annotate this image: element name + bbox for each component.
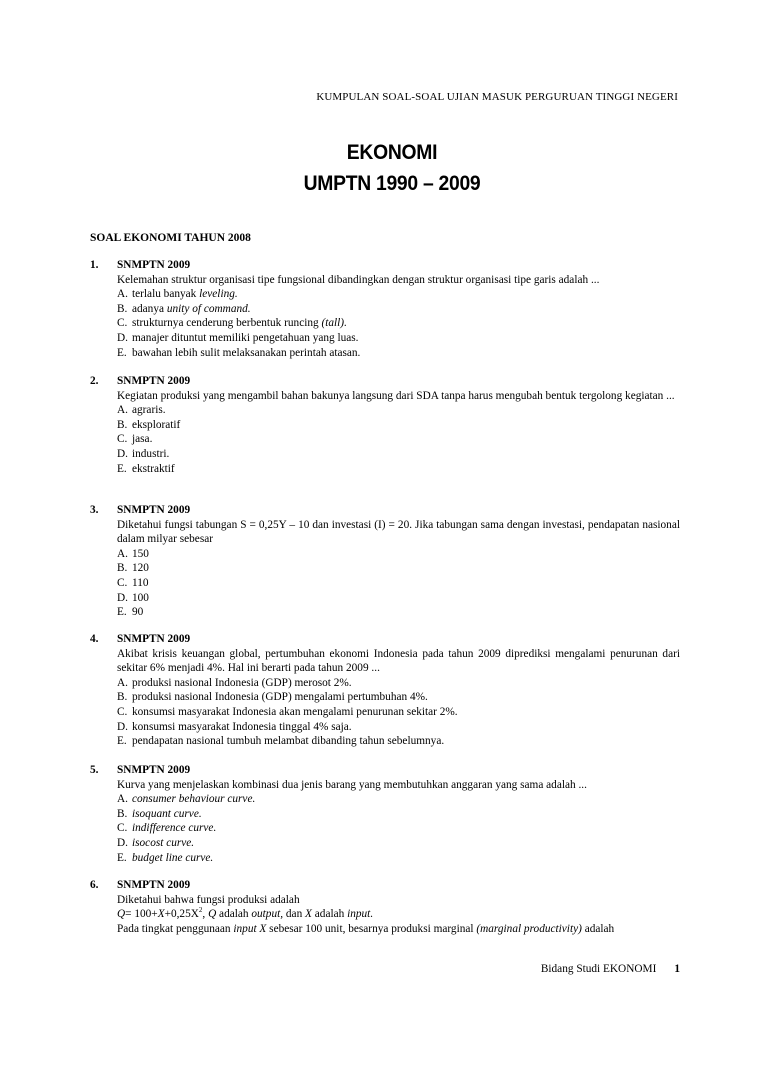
question-text: Kurva yang menjelaskan kombinasi dua jenis barang yang membutuhkan anggaran yang sama adalah ...: [117, 778, 587, 791]
option-a: A. 150: [117, 547, 149, 560]
question-text: Kelemahan struktur organisasi tipe fungsional dibandingkan dengan struktur organisasi tipe garis adalah ...: [117, 273, 600, 286]
option-c: C. jasa.: [117, 433, 153, 446]
question-5: [90, 763, 680, 865]
question-number: 1.: [90, 259, 99, 271]
question-number: 6.: [90, 879, 99, 891]
option-b: B. produksi nasional Indonesia (GDP) mengalami pertumbuhan 4%.: [117, 691, 428, 704]
option-b: B. eksploratif: [117, 418, 181, 431]
question-text: Akibat krisis keuangan global, pertumbuhan ekonomi Indonesia pada tahun 2009 diprediksi mengalami penurunan dari sekitar 6% menjadi 4%. Hal ini berarti pada tahun 2009 ...: [117, 647, 680, 675]
option-a: A. produksi nasional Indonesia (GDP) merosot 2%.: [117, 676, 352, 689]
question-source: SNMPTN 2009: [117, 504, 191, 516]
footer-label: Bidang Studi EKONOMI: [540, 963, 657, 975]
question-text-continued: Pada tingkat penggunaan input X sebesar 100 unit, besarnya produksi marginal (marginal productivity) adalah: [117, 922, 615, 935]
option-d: D. manajer dituntut memiliki pengetahuan yang luas.: [117, 331, 359, 344]
question-text: Kegiatan produksi yang mengambil bahan bakunya langsung dari SDA tanpa harus mengubah bentuk tergolong kegiatan ...: [117, 389, 675, 402]
question-source: SNMPTN 2009: [117, 375, 191, 387]
question-text: Diketahui fungsi tabungan S = 0,25Y – 10 dan investasi (I) = 20. Jika tabungan sama dengan investasi, pendapatan nasional dalam milyar sebesar: [117, 518, 680, 546]
option-d: D. 100: [117, 591, 149, 604]
production-function: $Q= 100+X+0,25X^2$, Q adalah output, dan X adalah input.: [117, 906, 374, 921]
page-title: EKONOMI: [346, 141, 438, 164]
question-1: [90, 258, 680, 360]
option-d: D. konsumsi masyarakat Indonesia tinggal 4% saja.: [117, 720, 352, 733]
option-e: E. pendapatan nasional tumbuh melambat dibanding tahun sebelumnya.: [117, 735, 445, 748]
page-footer: [541, 963, 680, 975]
question-2: [90, 374, 680, 476]
question-4: [90, 632, 680, 749]
question-3: [90, 503, 680, 620]
option-e: E. 90: [117, 606, 144, 619]
section-heading: SOAL EKONOMI TAHUN 2008: [90, 232, 251, 244]
question-text: Diketahui bahwa fungsi produksi adalah: [117, 893, 300, 906]
question-number: 2.: [90, 375, 99, 387]
option-d: D. industri.: [117, 447, 170, 460]
option-e: E. bawahan lebih sulit melaksanakan perintah atasan.: [117, 346, 361, 359]
option-c: C. 110: [117, 576, 149, 589]
question-number: 4.: [90, 633, 99, 645]
question-source: SNMPTN 2009: [117, 764, 191, 776]
question-number: 5.: [90, 764, 99, 776]
option-b: B. 120: [117, 562, 149, 575]
option-a: A. agraris.: [117, 404, 166, 417]
question-source: SNMPTN 2009: [117, 633, 191, 645]
option-e: E. budget line curve.: [117, 851, 214, 864]
option-e: E. ekstraktif: [117, 462, 175, 475]
running-header: KUMPULAN SOAL-SOAL UJIAN MASUK PERGURUAN TINGGI NEGERI: [316, 91, 678, 103]
question-source: SNMPTN 2009: [117, 259, 191, 271]
option-b: B. isoquant curve.: [117, 807, 202, 820]
option-a: A. consumer behaviour curve.: [117, 793, 256, 806]
option-c: C. strukturnya cenderung berbentuk runcing (tall).: [117, 317, 347, 330]
option-b: B. adanya unity of command.: [117, 302, 251, 315]
question-number: 3.: [90, 504, 99, 516]
option-a: A. terlalu banyak leveling.: [117, 288, 238, 301]
page-subtitle: UMPTN 1990 – 2009: [303, 172, 481, 195]
page-number: 1: [674, 963, 680, 975]
option-c: C. konsumsi masyarakat Indonesia akan mengalami penurunan sekitar 2%.: [117, 705, 458, 718]
option-c: C. indifference curve.: [117, 822, 217, 835]
question-source: SNMPTN 2009: [117, 879, 191, 891]
question-6: [90, 878, 680, 936]
option-d: D. isocost curve.: [117, 836, 195, 849]
